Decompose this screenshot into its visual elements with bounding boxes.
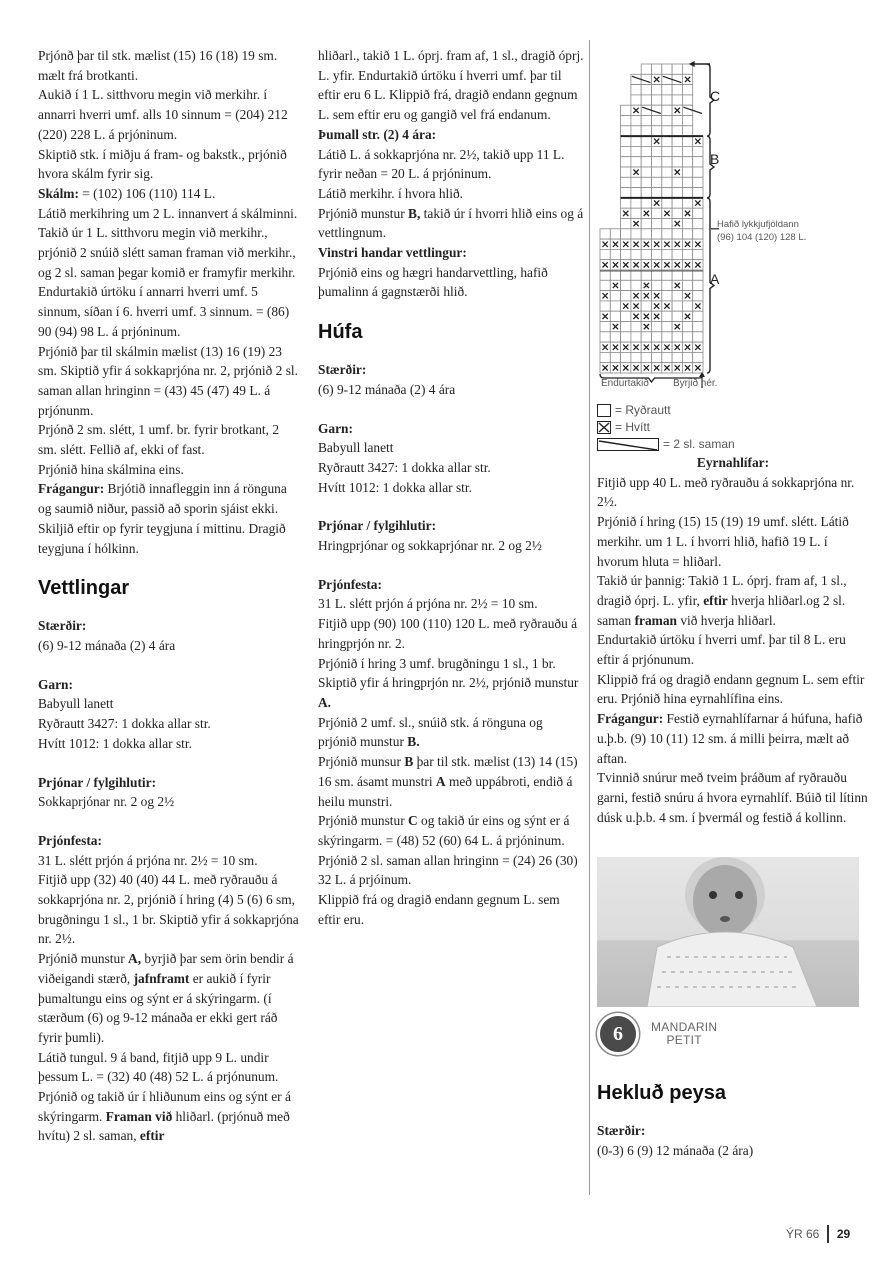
prjonar-value: Sokkaprjónar nr. 2 og 2½ [38,794,175,810]
garn-label: Garn: [38,676,73,692]
paragraph: Fitjið upp (32) 40 (40) 44 L. með ryðrauðu á sokkaprjóna nr. 2, prjónið í hring (4) 5 (6) 6 sm, brugðningu 1 sl., 1 br. Skiptið yfir á sokkaprjóna nr. 2½. [38,872,299,947]
paragraph: Aukið í 1 L. sitthvoru megin við merkihr. í annarri hverri umf. alls 10 sinnum = (204) 212 (220) 228 L. á prjóninum. [38,87,288,142]
prjonar-label: Prjónar / fylgihlutir: [38,774,157,790]
column-2 [318,46,584,929]
paragraph: Prjónið munstur B, takið úr í hvorri hlið eins og á vettlingnum. [318,205,584,241]
paragraph: Skálm: = (102) 106 (110) 114 L. [38,185,216,201]
paragraph: Látið merkihring um 2 L. innanvert á skálminni. Takið úr 1 L. sitthvoru megin við merkihr., prjónið 2 snúið slétt saman framan við merkihr., og 2 sl. saman þegar komið er framyfir merkihr. Endurtakið úrtöku í annarri hverri umf. 5 sinnum, síðan í 6. hverri umf. 3 sinnum. = (86) 90 (94) 98 L. á prjóninum. [38,205,298,339]
paragraph: Fitjið upp 40 L. með ryðrauðu á sokkaprjóna nr. 2½. [597,474,855,510]
fragangur-label: Frágangur: [38,481,105,497]
column-divider [589,40,590,1195]
paragraph: Prjónið munstur A, byrjið þar sem örin bendir á viðeigandi stærð, jafnframt er aukið í fyrir þumaltungu eins og sýnt er á skýringarm. (í stærðum (6) og 9-12 mánaða er ekki gert ráð fyrir þumli). [38,951,294,1045]
staerdir-value: (6) 9-12 mánaða (2) 4 ára [38,637,176,653]
skalm-label: Skálm: [38,185,79,201]
knitting-chart [597,42,869,394]
chart-label-a: A [710,271,720,287]
paragraph: Skiptið stk. í miðju á fram- og bakstk., prjónið hvora skálm fyrir sig. [38,146,287,182]
garn-line: Ryðrautt 3427: 1 dokka allar str. [38,716,211,732]
paragraph: Látið merkihr. í hvora hlið. [318,185,464,201]
prjonfesta-label: Prjónfesta: [38,832,102,848]
prjonar-value: Hringprjónar og sokkaprjónar nr. 2 og 2½ [318,538,542,554]
paragraph: Prjónið 2 umf. sl., snúið stk. á rönguna og prjónið munstur B. [318,714,543,750]
chart-label-c: C [710,88,721,104]
pattern-badge [597,1013,869,1055]
chart-note: Hafið lykkjufjöldann (96) 104 (120) 128 L. [717,219,807,243]
paragraph: 31 L. slétt prjón á prjóna nr. 2½ = 10 sm. [318,596,538,612]
staerdir-label: Stærðir: [38,618,87,634]
paragraph: Prjónið hina skálmina eins. [38,461,184,477]
garn-label: Garn: [318,420,353,436]
paragraph: Frágangur: Brjótið innafleggin inn á rönguna og saumið niður, passið að sporin sjáist ekki. Skiljið eftir op fyrir teygjuna í mittinu. Dragið teygjuna í hólkinn. [38,481,287,556]
legend-item-hvitt: = Hvítt [597,419,869,436]
prjonfesta-label: Prjónfesta: [318,576,382,592]
empty-square-icon [597,404,611,417]
paragraph: Klippið frá og dragið endann gegnum L. sem eftir eru. [318,892,560,927]
garn-line: Hvítt 1012: 1 dokka allar str. [318,479,472,495]
garn-line: Babyull lanett [318,440,394,456]
staerdir-value: (0-3) 6 (9) 12 mánaða (2 ára) [597,1143,754,1159]
paragraph: hliðarl., takið 1 L. óprj. fram af, 1 sl., dragið óprj. L. yfir. Endurtakið úrtöku í hverri umf. þar til eftir eru 6 L. Klippið frá, dragið endann gegnum L. sem eftir eru og gangið vel frá endanum. [318,48,584,123]
chart-start-label: Byrjið hér. [673,378,718,389]
prjonar-label: Prjónar / fylgihlutir: [318,518,437,534]
chart-label-b: B [710,151,720,167]
diagonal-decrease-icon [597,438,659,451]
staerdir-label: Stærðir: [597,1123,646,1139]
paragraph: 31 L. slétt prjón á prjóna nr. 2½ = 10 sm. [38,852,258,868]
vinstri-label: Vinstri handar vettlingur: [318,245,467,261]
paragraph: Prjónð 2 sm. slétt, 1 umf. br. fyrir brotkant, 2 sm. slétt. Fellið af, ekki of fast. [38,422,280,458]
paragraph: Tvinnið snúrur með tveim þráðum af ryðrauðu garni, festið snúru á hvora eyrnahlíf. Búið til lítinn dúsk u.þ.b. 4 sm. í þvermál og festið á kollinn. [597,770,868,825]
section-heading-heklud-peysa: Hekluð peysa [597,1082,726,1105]
column-3 [597,42,869,1161]
pattern-number-badge: 6 [597,1013,639,1055]
section-heading-vettlingar: Vettlingar [38,577,130,600]
legend-item-2sl-saman: = 2 sl. saman [597,436,869,453]
chart-repeat-label: Endurtakið [601,378,649,389]
paragraph: Prjónið munstur C og takið úr eins og sýnt er á skýringarm. = (48) 52 (60) 64 L. á prjóninum. [318,813,570,848]
baby-in-crochet-cardigan-image [597,857,859,1007]
paragraph: Prjónið og takið úr í hliðunum eins og sýnt er á skýringarm. Framan við hliðarl. (prjónuð með hvítu) 2 sl. saman, eftir [38,1089,291,1144]
paragraph: Takið úr þannig: Takið 1 L. óprj. fram af, 1 sl., dragið óprj. L. yfir, eftir hverja hliðarl.og 2 sl. saman framan við hverja hliðarl. [597,573,847,628]
paragraph: Endurtakið úrtöku í hverri umf. þar til 8 L. eru eftir á prjónunum. [597,632,846,668]
paragraph: Prjónið 2 sl. saman allan hringinn = (24) 26 (30) 32 L. á prjóinum. [318,852,578,888]
column-1 [38,46,300,1146]
paragraph: Prjónið þar til skálmin mælist (13) 16 (19) 23 sm. Skiptið yfir á sokkaprjóna nr. 2, prjónið 2 sl. saman allan hringinn = (43) 45 (47) 49 L. á prjónunm. [38,343,298,418]
paragraph: Prjónið eins og hægri handarvettling, hafið þumalinn á gagnstærði hlið. [318,264,548,300]
footer-divider [827,1225,829,1243]
garn-line: Babyull lanett [38,696,114,712]
eyrnahlifar-heading: Eyrnahlífar: [696,455,770,470]
legend-item-rydrautt: = Ryðrautt [597,402,869,419]
page-number: 29 [836,1227,851,1241]
paragraph: Prjónið munsur B þar til stk. mælist (13) 14 (15) 16 sm. ásamt munstri A með uppábroti, endið á heilu munstri. [318,754,578,809]
garn-line: Hvítt 1012: 1 dokka allar str. [38,735,192,751]
garn-line: Ryðrautt 3427: 1 dokka allar str. [318,459,491,475]
issue-label: ÝR 66 [786,1227,820,1241]
paragraph: Látið tungul. 9 á band, fitjið upp 9 L. undir þessum L. = (32) 40 (48) 52 L. á prjónunum. [38,1049,279,1085]
x-square-icon [597,421,611,434]
staerdir-label: Stærðir: [318,362,367,378]
staerdir-value: (6) 9-12 mánaða (2) 4 ára [318,381,456,397]
page-footer [786,1225,850,1243]
chart-legend [597,402,869,453]
paragraph: Látið L. á sokkaprjóna nr. 2½, takið upp 11 L. fyrir neðan = 20 L. á prjóninum. [318,146,565,182]
paragraph: Prjónð þar til stk. mælist (15) 16 (18) 19 sm. mælt frá brotkanti. [38,48,278,83]
paragraph: Fitjið upp (90) 100 (110) 120 L. með ryðrauðu á hringprjón nr. 2. [318,616,578,651]
paragraph: Prjónið í hring (15) 15 (19) 19 umf. slétt. Látið merkihr. um 1 L. í hvorri hlið, hafið 19 L. í hvorum hluta = hliðarl. [597,514,849,569]
brand-logo: MANDARIN PETIT [651,1020,718,1048]
thumall-label: Þumall str. (2) 4 ára: [318,126,437,142]
paragraph: Frágangur: Festið eyrnahlífarnar á húfuna, hafið u.þ.b. (9) 10 (11) 12 sm. á milli þeirra, mælt að aftan. [597,711,863,766]
section-heading-hufa: Húfa [318,321,363,344]
paragraph: Prjónið í hring 3 umf. brugðningu 1 sl., 1 br. Skiptið yfir á hringprjón nr. 2½, prjónið munstur A. [318,655,579,710]
paragraph: Klippið frá og dragið endann gegnum L. sem eftir eru. Prjónið hina eyrnahlífina eins. [597,671,865,707]
baby-photo [597,857,859,1007]
